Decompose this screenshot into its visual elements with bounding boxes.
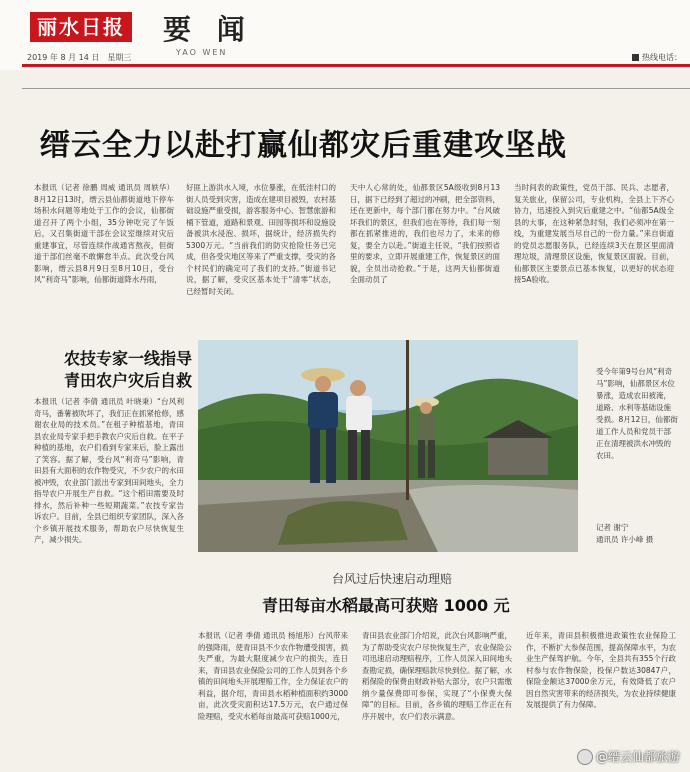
square-icon	[632, 54, 639, 61]
credit-line-2: 通讯员 许小峰 摄	[596, 535, 654, 544]
sub-story-column-2: 青田县农业部门介绍说，此次台风影响严重，为了帮助受灾农户尽快恢复生产，农业保险公司迅速启动理赔程序，工作人员深入田间地头查勘定损，确保理赔款尽快到位。据了解，水稻保险的保费由财政补贴大部分，农户只需缴纳少量保费即可参保，实现了“小保费大保障”的目标。目前，各乡镇的理赔工作正在有序开展中，农户们表示满意。	[362, 631, 512, 721]
hotline-label: 热线电话：	[642, 53, 682, 62]
article-column-1: 本报讯（记者 徐鹏 周威 通讯员 周轶华）8月12日13时，缙云县仙都街道地下停车场积水问题等地处于工作的会议，仙都街道召开了两个小组，35分钟吃完了午饭后，又召集街道干部在会议室继续对灾后重建事宜，尽管连续作战通宵熬夜，但街道干部们丝毫不敢懈怠半点。此次受台风影响，缙云县8月9日至8月10日，受台风“利奇马”影响，仙都街道降水丹雨，	[34, 183, 174, 284]
masthead	[0, 0, 690, 70]
sub-story-column-1: 本报讯（记者 季倩 通讯员 杨旭彤）台风带来的强降雨，使青田县不少农作物遭受损害，损失严重，为最大限度减少农户的损失，连日来，青田县农业保险公司的工作人员到各个乡镇的田间地头开展理赔工作，全力保证农户的利益，据介绍，青田县水稻种植面积约3000亩，此次受灾面积达17.5万元，农户通过保险理赔，受灾水稻每亩最高可获赔1000元，	[198, 631, 348, 721]
side-headline-line-1: 农技专家一线指导	[64, 349, 193, 368]
section-subtitle: YAO WEN	[176, 48, 228, 57]
main-headline: 缙云全力以赴打赢仙都灾后重建攻坚战	[40, 128, 567, 163]
side-story-headline	[64, 348, 192, 392]
header-rule	[22, 64, 690, 67]
photo-credit	[596, 522, 678, 546]
article-column-4: 当时间表的政策性，党员干部、民兵、志愿者，复关旅业，保留公司，专业机构，全县上下齐心协力，迅速投入到灾后重建之中。“仙都5A级全县的大事，在这种紧急时刻，我们必须冲在第一线，为重建发展当尽自己的一份力量。”来自街道的党员志愿服务队，已经连续3天在景区里面清理垃圾，清理景区设施，恢复景区面貌。目前，仙都景区主要景点已基本恢复，以更好的状态迎接5A验收。	[514, 183, 674, 284]
sub-story-kicker: 台风过后快速启动理赔	[332, 572, 453, 586]
news-photo	[198, 340, 578, 552]
weibo-icon	[577, 749, 593, 765]
article-column-2: 好匪上游洪水入境，水位暴涨，在低洼村口的街人员受到灾害，造成在建项目被毁，农村基础设施严重受损，游客服务中心、智慧旅游和桶下管道，道路和景观、田园等损坏和设施设备被洪水浸泡、损坏，据统计，经济损失约5300万元。“当前我们的防灾抢险任务已完成，但各受灾地区等来了严重支撑，受灾的各个村民们的确定可了我们的支持。”街道书记说，据了解，受灾区基本处于“清零”状态，已经暂时关闭。	[186, 183, 336, 296]
sub-story-headline: 青田每亩水稻最高可获赔 1000 元	[262, 596, 510, 615]
dateline: 2019 年 8 月 14 日 星期三	[27, 53, 132, 62]
section-title: 要 闻	[163, 13, 253, 46]
article-column-3: 天中人心常的处，仙都景区5A级收到8月13日，据下已经到了超过的冲刷，把全部资料，还在更新中，每个部门都在努力中。“台风破坏我们的景区，但我们也在等待，我们每一刻都在抓紧推进的，我们也尽力了，未来的修复，要全力以赴。”街道主任说，“我们按照省里的要求，立即开展重建工作，恢复景区的面貌，全员出动抢救。”于是，这两天仙都街道全面动员了	[350, 183, 500, 284]
newspaper-logo: 丽水日报	[30, 12, 132, 42]
sub-story-column-3: 近年来，青田县积极推进政策性农业保险工作，不断扩大参保范围，提高保障水平，为农业生产保驾护航。今年，全县共有355个行政村参与农作物保险，投保户数达30847户，保险金额达37000余万元，有效降低了农户因自然灾害带来的经济损失，为农业持续健康发展提供了有力保障。	[526, 631, 676, 709]
watermark	[577, 748, 680, 766]
flood-cleanup-photo	[198, 340, 578, 552]
side-story-body: 本报讯（记者 李倩 通讯员 叶晓秉）“台风利奇马，番薯被吹坏了，我们正在抓紧抢修，感谢农业局的技术员。”在租子种植基地，青田县农业局专家手把手教农户灾后自救。在平子种植的基地，农户们看到专家来后，脸上露出了笑容。据了解，受台风“利奇马”影响，青田县有大面积的农作物受灾，不少农户的水田被冲毁，农业部门派出专家到田间地头，全力指导农户开展生产自救。“这个稻田需要及时排水，然后补种一些短期蔬菜。”农技专家告诉农户。目前，全县已组织专家团队，深入各个乡镇开展技术服务，帮助农户尽快恢复生产，减少损失。	[34, 397, 184, 544]
credit-line-1: 记者 谢宁	[596, 523, 629, 532]
photo-caption: 受今年第9号台风“利奇马”影响，仙都景区水位暴涨，造成农田被淹，道路、水利等基础设施受损。8月12日，仙都街道工作人员和党员干部正在清理被洪水冲毁的农田。	[596, 367, 678, 460]
watermark-text: @缙云仙都旅游	[595, 749, 680, 764]
side-headline-line-2: 青田农户灾后自救	[64, 371, 193, 390]
hotline	[632, 52, 682, 63]
